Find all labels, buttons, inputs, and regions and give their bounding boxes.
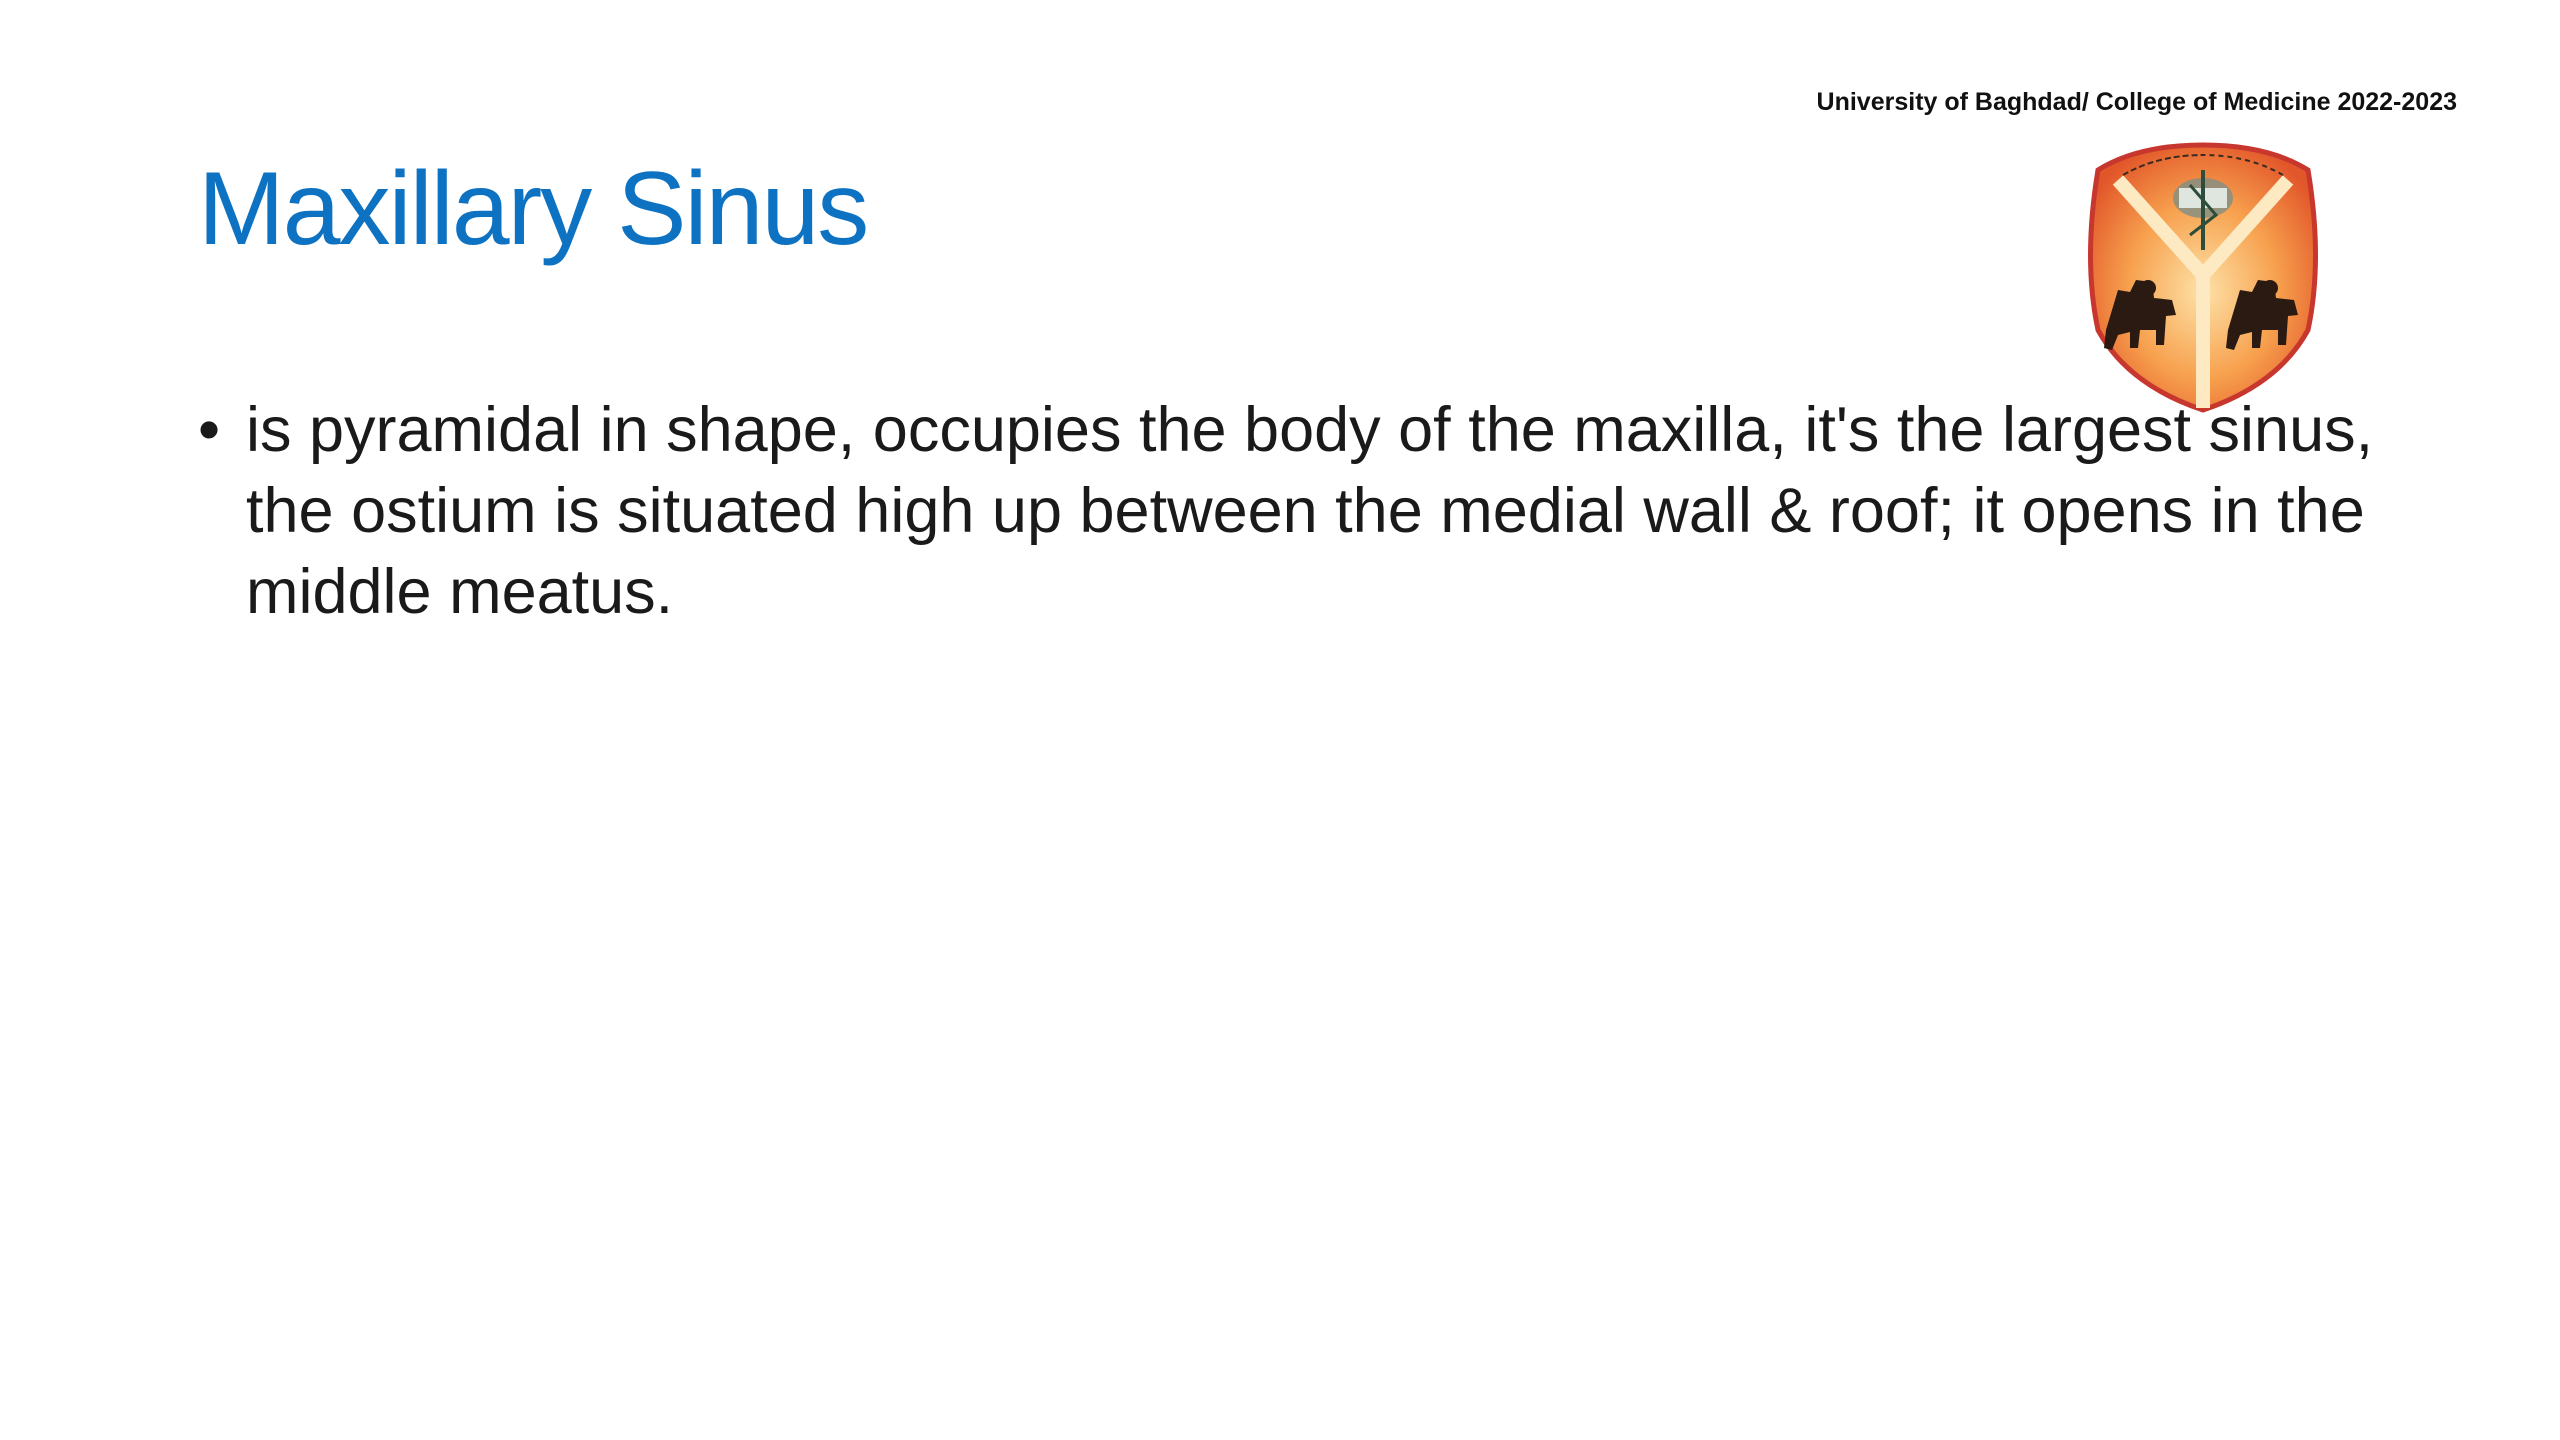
university-crest-logo-icon bbox=[2078, 140, 2328, 420]
slide-title: Maxillary Sinus bbox=[198, 151, 868, 267]
institution-header: University of Baghdad/ College of Medicine 2022-2023 bbox=[1816, 88, 2457, 116]
bullet-item bbox=[190, 390, 2450, 633]
bullet-text: is pyramidal in shape, occupies the body of the maxilla, it's the largest sinus, the ostium is situated high up between the medial wall & roof; it opens in the middle meatus. bbox=[246, 395, 2374, 627]
bullet-list bbox=[190, 390, 2450, 633]
bullet-marker: • bbox=[198, 395, 221, 465]
